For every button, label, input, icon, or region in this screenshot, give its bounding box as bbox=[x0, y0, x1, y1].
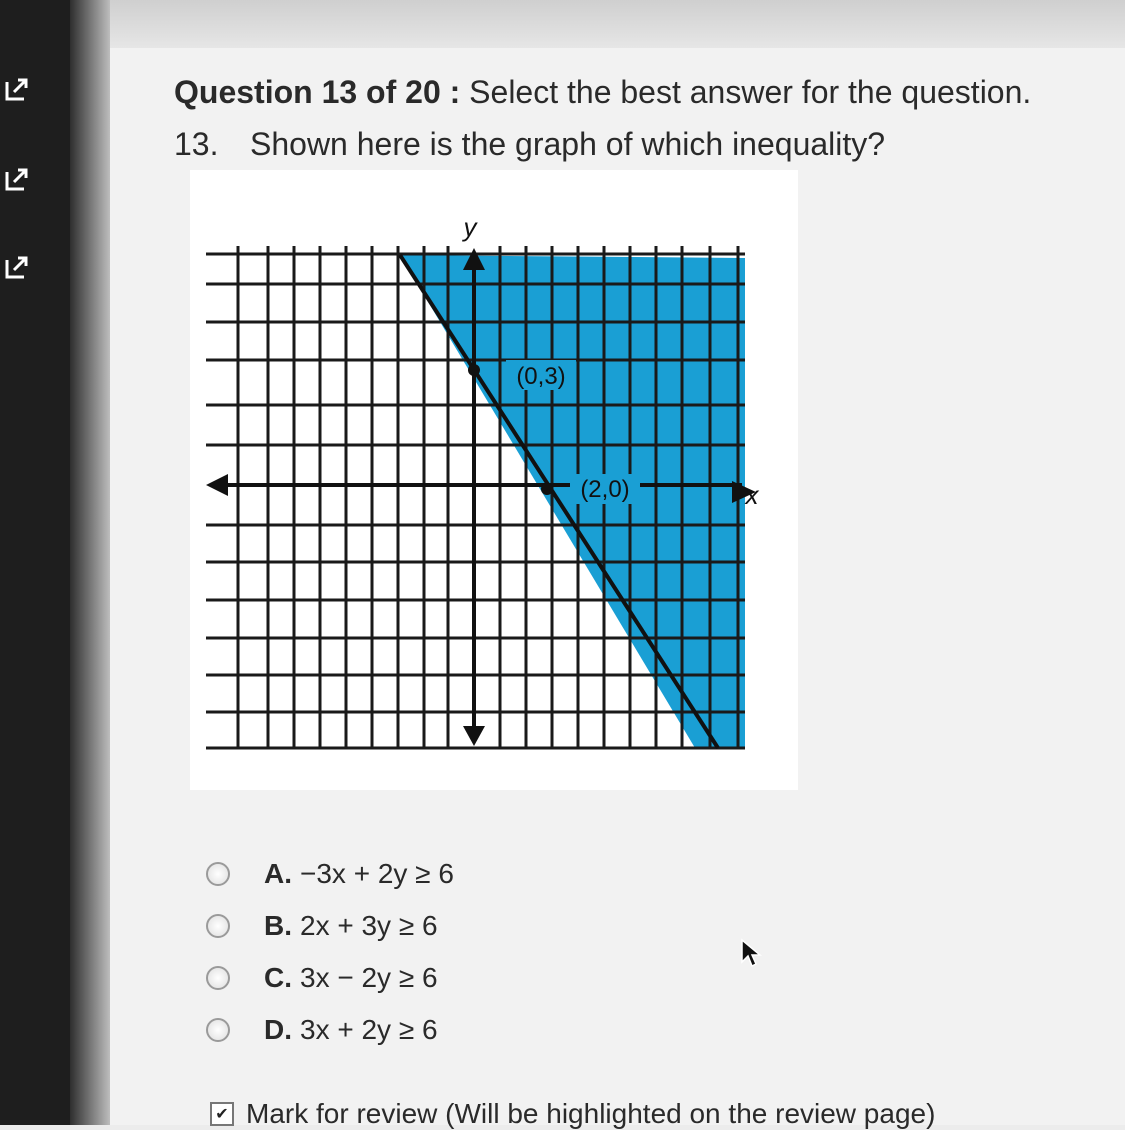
external-link-icon[interactable] bbox=[2, 74, 32, 104]
question-text: Shown here is the graph of which inequality? bbox=[250, 126, 886, 162]
answer-choices bbox=[200, 848, 454, 1056]
monitor-bezel bbox=[70, 0, 110, 1125]
choice-c[interactable] bbox=[200, 952, 454, 1004]
choice-b[interactable] bbox=[200, 900, 454, 952]
external-link-icon[interactable] bbox=[2, 164, 32, 194]
review-label: Mark for review (Will be highlighted on the review page) bbox=[246, 1098, 936, 1129]
radio-d[interactable] bbox=[206, 1018, 230, 1042]
radio-a[interactable] bbox=[206, 862, 230, 886]
choice-a[interactable] bbox=[200, 848, 454, 900]
choice-c-letter: C. bbox=[264, 962, 292, 993]
question-number-heading: Question 13 of 20 : bbox=[174, 74, 461, 110]
y-axis-label: y bbox=[463, 212, 477, 242]
point-label-0-3: (0,3) bbox=[516, 363, 566, 390]
x-axis-label: x bbox=[745, 480, 759, 510]
question-instruction: Select the best answer for the question. bbox=[460, 74, 1032, 110]
choice-d[interactable] bbox=[200, 1004, 454, 1056]
mouse-cursor-icon bbox=[740, 938, 764, 973]
inequality-graph bbox=[190, 170, 798, 790]
review-checkbox[interactable]: ✔ bbox=[210, 1102, 234, 1126]
point-label-2-0: (2,0) bbox=[580, 476, 630, 503]
choice-a-letter: A. bbox=[264, 858, 292, 889]
external-link-icon[interactable] bbox=[2, 252, 32, 282]
point-2-0 bbox=[541, 483, 553, 495]
mark-for-review[interactable] bbox=[210, 1098, 935, 1130]
choice-b-text: 2x + 3y ≥ 6 bbox=[300, 910, 438, 941]
radio-b[interactable] bbox=[206, 914, 230, 938]
question-text-line bbox=[174, 126, 1094, 163]
question-number: 13. bbox=[174, 126, 219, 162]
question-header bbox=[174, 74, 1094, 111]
choice-c-text: 3x − 2y ≥ 6 bbox=[300, 962, 438, 993]
left-sidebar bbox=[0, 0, 70, 1125]
point-0-3 bbox=[468, 364, 480, 376]
graph-svg bbox=[190, 170, 798, 790]
choice-b-letter: B. bbox=[264, 910, 292, 941]
radio-c[interactable] bbox=[206, 966, 230, 990]
choice-d-text: 3x + 2y ≥ 6 bbox=[300, 1014, 438, 1045]
choice-a-text: −3x + 2y ≥ 6 bbox=[300, 858, 454, 889]
top-band bbox=[110, 0, 1125, 48]
choice-d-letter: D. bbox=[264, 1014, 292, 1045]
